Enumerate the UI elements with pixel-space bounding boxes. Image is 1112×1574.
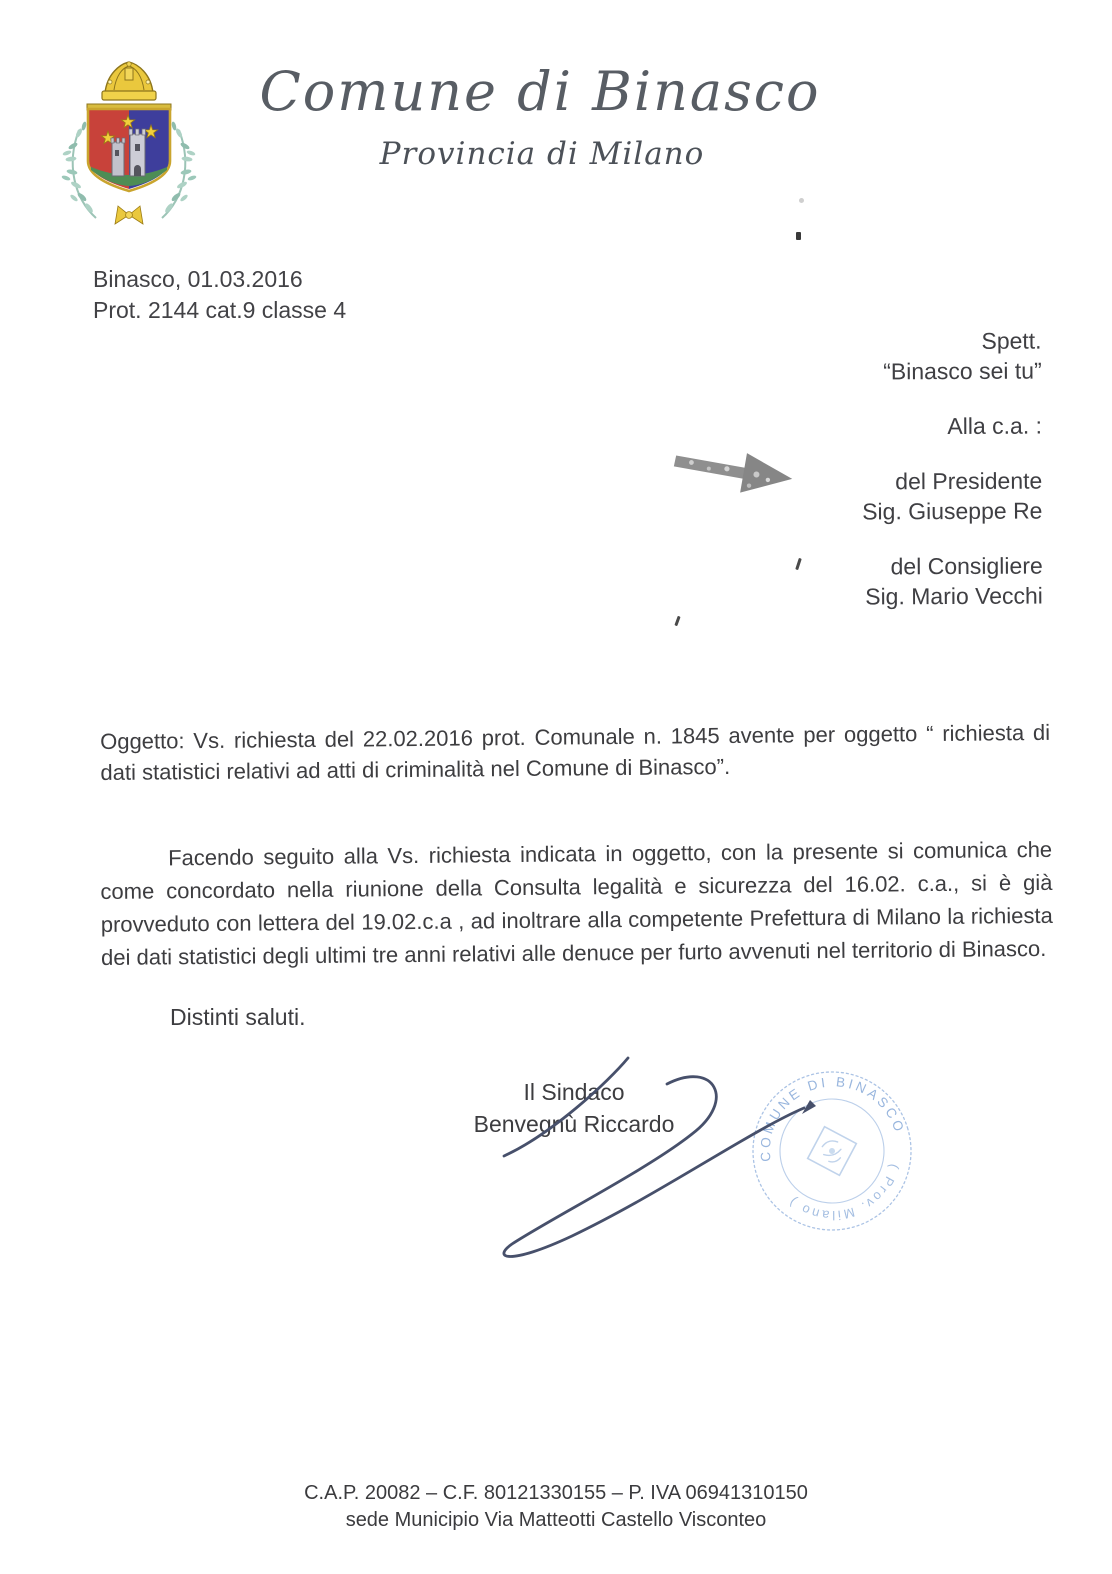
ribbon-knot xyxy=(115,206,143,224)
stamp-ring-text-top: COMUNE DI BINASCO xyxy=(757,1074,908,1163)
organization-name: “Binasco sei tu” xyxy=(882,357,1042,385)
protocol-number: Prot. 2144 cat.9 classe 4 xyxy=(93,297,347,323)
stamp-ring-text-bottom: ( Prov. Milano ) xyxy=(784,1162,903,1224)
footer-address-line: sede Municipio Via Matteotti Castello Visconteo xyxy=(345,1509,767,1531)
meta-block xyxy=(93,264,346,326)
footer xyxy=(0,1480,1112,1534)
footer-fiscal-line: C.A.P. 20082 – C.F. 80121330155 – P. IVA 06941310150 xyxy=(304,1482,808,1504)
scan-speck xyxy=(795,558,802,570)
attention-line: Alla c.a. : xyxy=(947,412,1042,440)
document-subtitle: Provincia di Milano xyxy=(379,136,705,172)
recipient-councillor-group xyxy=(862,551,1043,612)
signer-name: Benvegnù Riccardo xyxy=(473,1111,675,1137)
place-date: Binasco, 01.03.2016 xyxy=(93,266,303,292)
councillor-name: Sig. Mario Vecchi xyxy=(864,582,1043,610)
signer-role: Il Sindaco xyxy=(523,1079,625,1105)
scan-speck xyxy=(799,198,804,203)
signature-scribble xyxy=(420,1022,902,1284)
president-role: del Presidente xyxy=(894,467,1043,495)
document-title: Comune di Binasco xyxy=(259,60,821,123)
subject-line: Oggetto: Vs. richiesta del 22.02.2016 prot. Comunale n. 1845 avente per oggetto “ richiesta di dati statistici relativi ad atti di criminalità nel Comune di Binasco”. xyxy=(100,719,1051,785)
recipient-president-group xyxy=(862,466,1043,527)
body-paragraph: Facendo seguito alla Vs. richiesta indicata in oggetto, con la presente si comunica che come concordato nella riunione della Consulta legalità e sicurezza del 16.02. c.a., si è già provveduto con lettera del 19.02.c.a , ad inoltrare alla competente Prefettura di Milano la richiesta dei dati statistici degli ultimi tre anni relativi alle denuce per furto avvenuti nel territorio di Binasco. xyxy=(100,836,1053,970)
closing-salutation: Distinti saluti. xyxy=(170,1004,306,1030)
president-name: Sig. Giuseppe Re xyxy=(861,497,1043,525)
salutation: Spett. xyxy=(981,327,1042,354)
scan-speck xyxy=(796,232,801,240)
councillor-role: del Consigliere xyxy=(890,552,1043,580)
recipient-block xyxy=(861,326,1043,637)
recipient-org-group xyxy=(861,326,1042,387)
pointer-arrow-icon xyxy=(670,446,802,508)
scan-speck xyxy=(674,616,680,626)
